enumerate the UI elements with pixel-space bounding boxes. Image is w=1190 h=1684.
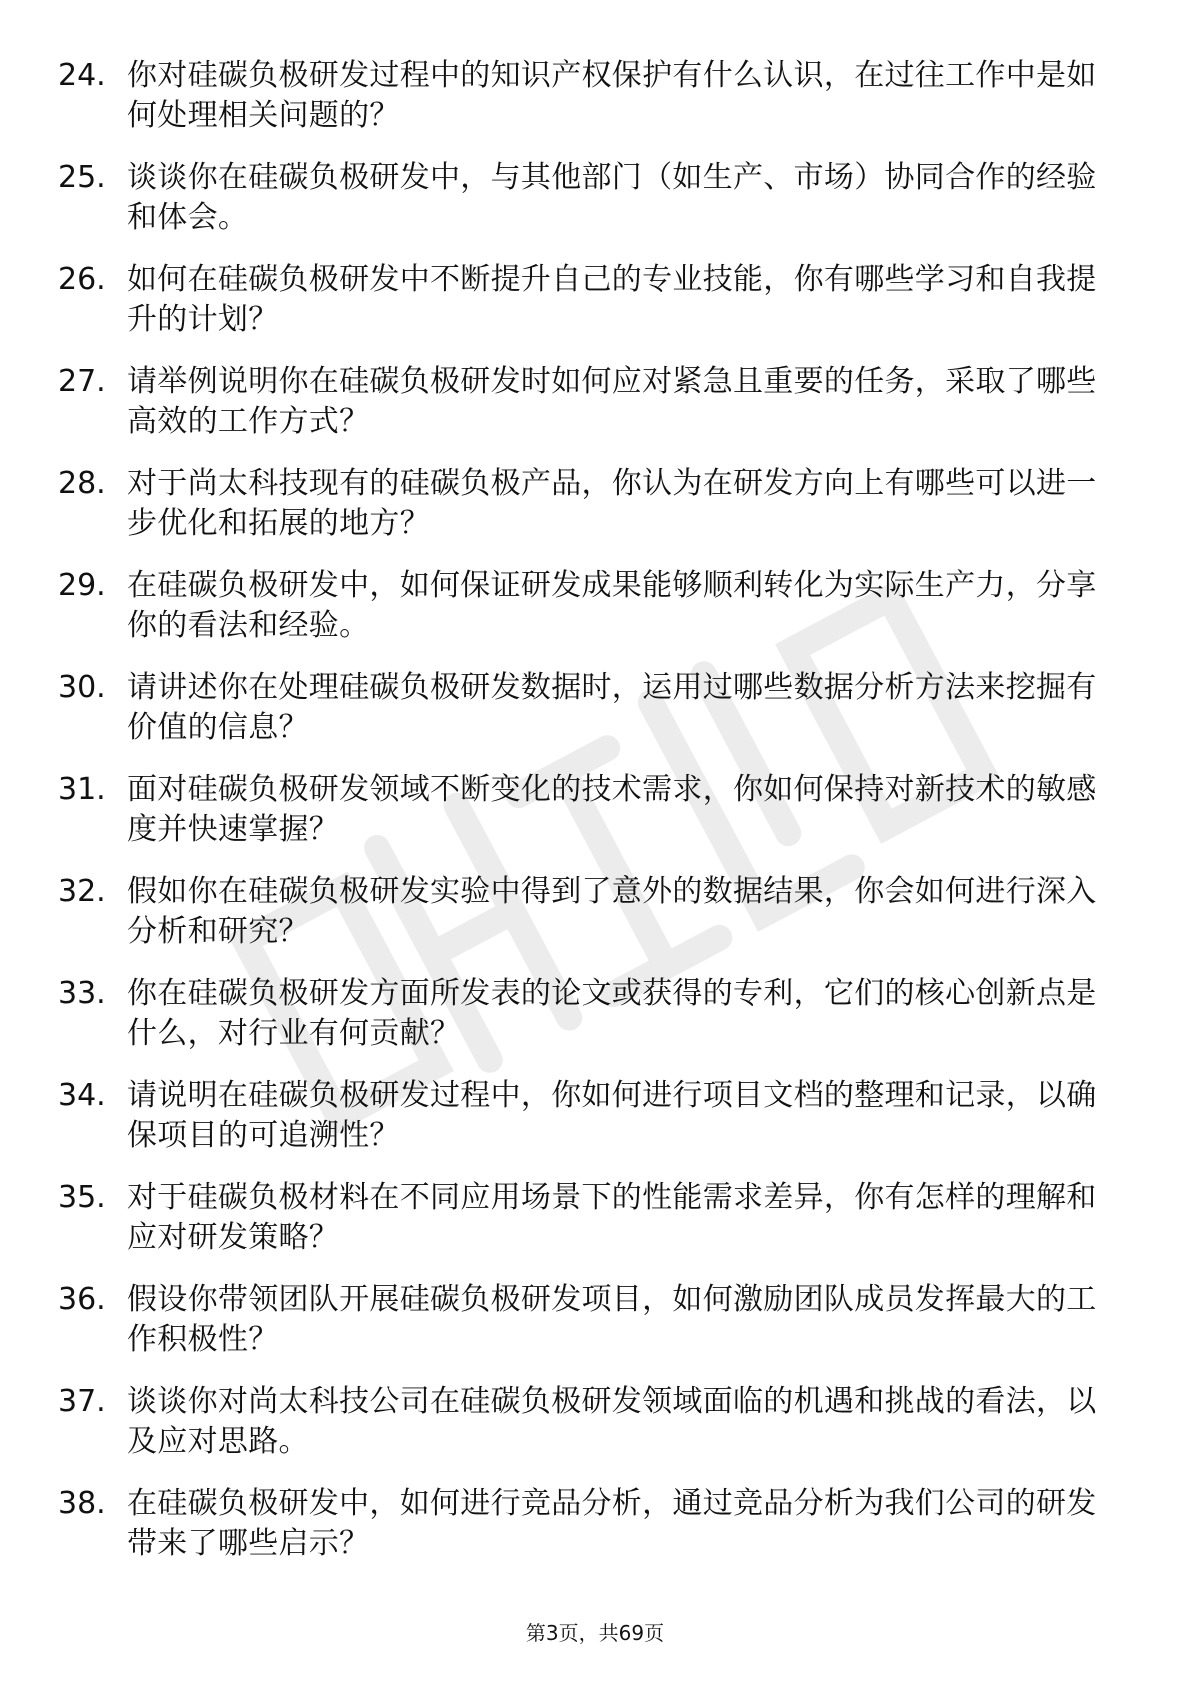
question-text: 假如你在硅碳负极研发实验中得到了意外的数据结果，你会如何进行深入分析和研究？ [127,874,1097,949]
question-number: 29. [58,568,106,603]
question-item [0,662,1190,764]
question-text: 对于尚太科技现有的硅碳负极产品，你认为在研发方向上有哪些可以进一步优化和拓展的地方？ [127,466,1097,541]
question-number: 36. [58,1282,106,1317]
question-text: 在硅碳负极研发中，如何保证研发成果能够顺利转化为实际生产力，分享你的看法和经验。 [127,568,1097,643]
question-number: 38. [58,1486,106,1521]
question-text: 面对硅碳负极研发领域不断变化的技术需求，你如何保持对新技术的敏感度并快速掌握？ [127,772,1097,847]
question-item [0,356,1190,458]
question-item [0,1478,1190,1580]
question-number: 35. [58,1180,106,1215]
question-text: 谈谈你在硅碳负极研发中，与其他部门（如生产、市场）协同合作的经验和体会。 [127,160,1097,235]
question-number: 27. [58,364,106,399]
question-item [0,50,1190,152]
question-text: 对于硅碳负极材料在不同应用场景下的性能需求差异，你有怎样的理解和应对研发策略？ [127,1180,1097,1255]
question-text: 请说明在硅碳负极研发过程中，你如何进行项目文档的整理和记录，以确保项目的可追溯性？ [127,1078,1097,1153]
question-number: 31. [58,772,106,807]
question-number: 25. [58,160,106,195]
question-item [0,1274,1190,1376]
question-item [0,560,1190,662]
question-number: 26. [58,262,106,297]
question-item [0,1376,1190,1478]
question-item [0,1070,1190,1172]
page-footer: 第3页，共69页 [525,1621,665,1645]
question-text: 请举例说明你在硅碳负极研发时如何应对紧急且重要的任务，采取了哪些高效的工作方式？ [127,364,1097,439]
question-number: 33. [58,976,106,1011]
question-item [0,152,1190,254]
question-list [0,50,1190,1580]
question-text: 如何在硅碳负极研发中不断提升自己的专业技能，你有哪些学习和自我提升的计划？ [127,262,1097,337]
question-text: 请讲述你在处理硅碳负极研发数据时，运用过哪些数据分析方法来挖掘有价值的信息？ [127,670,1097,745]
question-number: 30. [58,670,106,705]
question-text: 谈谈你对尚太科技公司在硅碳负极研发领域面临的机遇和挑战的看法，以及应对思路。 [127,1384,1097,1459]
question-item [0,968,1190,1070]
question-item [0,1172,1190,1274]
question-text: 假设你带领团队开展硅碳负极研发项目，如何激励团队成员发挥最大的工作积极性？ [127,1282,1097,1357]
question-item [0,458,1190,560]
question-item [0,866,1190,968]
question-text: 你对硅碳负极研发过程中的知识产权保护有什么认识，在过往工作中是如何处理相关问题的？ [127,58,1097,133]
question-number: 32. [58,874,106,909]
question-number: 24. [58,58,106,93]
question-item [0,254,1190,356]
question-text: 在硅碳负极研发中，如何进行竞品分析，通过竞品分析为我们公司的研发带来了哪些启示？ [127,1486,1097,1561]
question-item [0,764,1190,866]
question-text: 你在硅碳负极研发方面所发表的论文或获得的专利，它们的核心创新点是什么，对行业有何贡献？ [127,976,1097,1051]
question-number: 34. [58,1078,106,1113]
question-number: 37. [58,1384,106,1419]
question-number: 28. [58,466,106,501]
